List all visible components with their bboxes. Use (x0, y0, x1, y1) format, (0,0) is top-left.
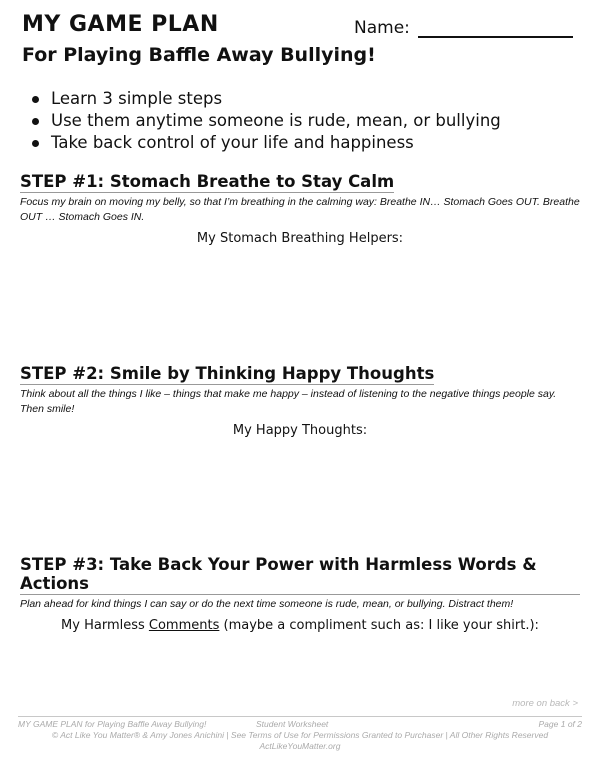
step-2-helper-label: My Happy Thoughts: (232, 423, 368, 438)
helper-underlined-word: Comments (148, 618, 220, 633)
footer-doc-title: MY GAME PLAN for Playing Baffle Away Bullying! (18, 719, 207, 729)
step-1-description: Focus my brain on moving my belly, so that I’m breathing in the calming way: Breathe IN… Stomach Goes OUT. Breathe OUT … Stomach Goes IN. (20, 196, 580, 223)
intro-bullet-list (32, 88, 501, 154)
step-1-section (20, 172, 580, 246)
step-2-section (20, 364, 580, 438)
footer-website: ActLikeYouMatter.org (259, 741, 341, 751)
helper-suffix: (maybe a compliment such as: I like your shirt.): (219, 618, 539, 633)
list-item (32, 132, 501, 154)
bullet-text: Take back control of your life and happiness (51, 133, 414, 152)
page-title: MY GAME PLAN (22, 12, 219, 37)
step-3-section (20, 555, 580, 633)
more-on-back-note: more on back > (512, 698, 578, 709)
step-3-description: Plan ahead for kind things I can say or do the next time someone is rude, mean, or bullying. Distract them! (20, 598, 514, 610)
step-1-helper-label: My Stomach Breathing Helpers: (196, 231, 404, 246)
page-footer (18, 719, 582, 752)
bullet-dot-icon (32, 140, 39, 147)
step-1-title: STEP #1: Stomach Breathe to Stay Calm (20, 172, 395, 191)
name-label: Name: (354, 18, 410, 38)
footer-copyright: © Act Like You Matter® & Amy Jones Anichini | See Terms of Use for Permissions Granted to Purchaser | All Other Rights Reserved (51, 730, 549, 740)
page-subtitle: For Playing Baffle Away Bullying! (22, 44, 376, 66)
helper-prefix: My Harmless (61, 618, 149, 633)
list-item (32, 88, 501, 110)
bullet-text: Use them anytime someone is rude, mean, or bullying (51, 111, 501, 130)
name-blank-line (418, 20, 573, 38)
step-3-title: STEP #3: Take Back Your Power with Harmless Words & Actions (20, 555, 580, 595)
bullet-dot-icon (32, 118, 39, 125)
step-3-helper-label (20, 618, 580, 633)
step-2-description: Think about all the things I like – things that make me happy – instead of listening to the negative things people say. Then smile! (20, 388, 557, 415)
list-item (32, 110, 501, 132)
footer-page-number: Page 1 of 2 (538, 719, 582, 729)
footer-worksheet-label: Student Worksheet (256, 719, 329, 729)
footer-divider (18, 716, 582, 717)
name-field (354, 18, 573, 38)
bullet-text: Learn 3 simple steps (51, 89, 223, 108)
bullet-dot-icon (32, 96, 39, 103)
step-2-title: STEP #2: Smile by Thinking Happy Thoughts (20, 364, 435, 383)
